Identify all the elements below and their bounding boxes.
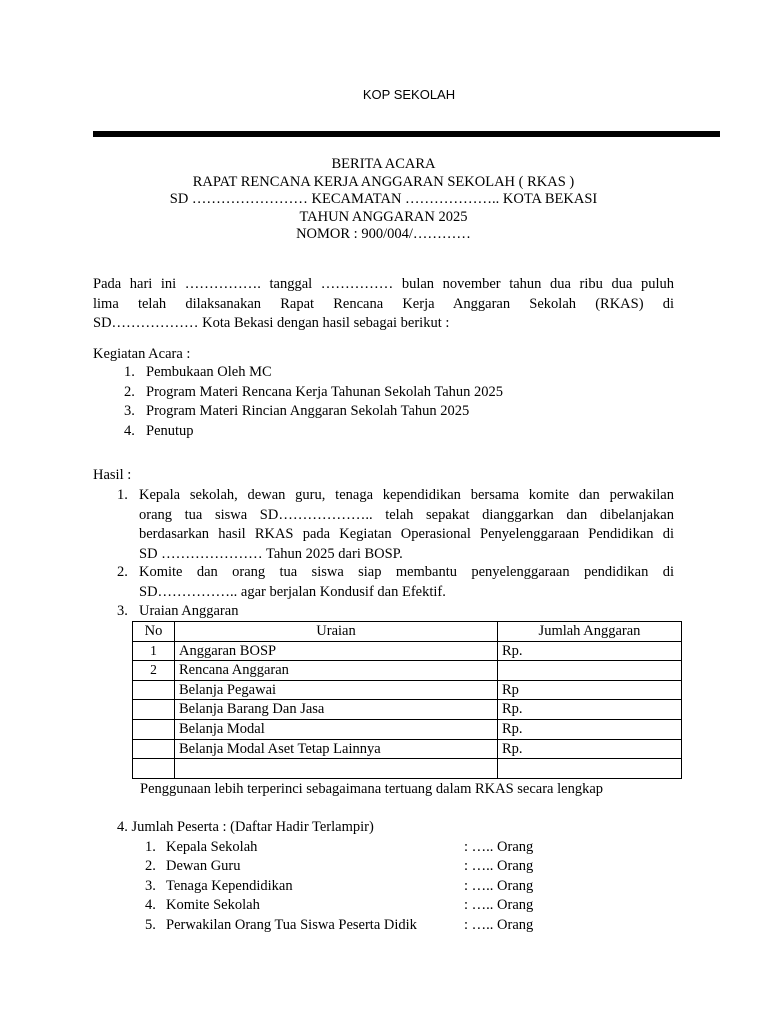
cell-no	[133, 719, 175, 739]
hasil-1-line-1: Kepala sekolah, dewan guru, tenaga kependidikan bersama komite dan perwakilan	[139, 487, 674, 503]
cell-uraian: Belanja Modal	[175, 719, 498, 739]
peserta-value: : ….. Orang	[464, 897, 534, 914]
cell-no: 1	[133, 641, 175, 661]
item-number: 3.	[117, 603, 128, 619]
peserta-label: Kepala Sekolah	[166, 839, 258, 855]
table-row	[133, 759, 682, 779]
peserta-label: Tenaga Kependidikan	[166, 877, 293, 894]
hasil-1-line-3: berdasarkan hasil RKAS pada Kegiatan Operasional Penyelenggaraan Pendidikan di	[139, 526, 674, 543]
budget-table	[132, 621, 682, 779]
peserta-label: Perwakilan Orang Tua Siswa Peserta Didik	[166, 916, 417, 933]
list-item	[124, 402, 503, 422]
hasil-item-2	[117, 563, 674, 602]
item-number: 3.	[124, 403, 135, 420]
title-line-3: SD …………………… KECAMATAN ……………….. KOTA BEKASI	[169, 191, 598, 207]
cell-no	[133, 680, 175, 700]
peserta-list	[145, 838, 565, 935]
item-number: 3.	[145, 877, 156, 894]
header-uraian: Uraian	[175, 622, 498, 642]
hasil-1-line-4: SD ………………… Tahun 2025 dari BOSP.	[139, 545, 403, 562]
kegiatan-heading: Kegiatan Acara :	[93, 346, 191, 362]
peserta-heading: 4. Jumlah Peserta : (Daftar Hadir Terlampir)	[117, 819, 374, 835]
intro-line-3: SD……………… Kota Bekasi dengan hasil sebagai berikut :	[93, 315, 450, 332]
table-row	[133, 661, 682, 681]
peserta-value: : ….. Orang	[464, 858, 534, 875]
item-number: 2.	[117, 564, 128, 580]
hasil-1-line-2: orang tua siswa SD……………….. telah sepakat dianggarkan dan dibelanjakan	[139, 506, 674, 523]
cell-uraian: Belanja Barang Dan Jasa	[175, 700, 498, 720]
item-text: Pembukaan Oleh MC	[146, 364, 272, 380]
kop-sekolah: KOP SEKOLAH	[362, 87, 456, 102]
header-rule	[93, 131, 720, 137]
list-item	[124, 422, 503, 442]
title-line-2: RAPAT RENCANA KERJA ANGGARAN SEKOLAH ( RKAS )	[192, 173, 575, 190]
hasil-3-text: Uraian Anggaran	[139, 603, 239, 619]
table-row	[133, 641, 682, 661]
peserta-label: Dewan Guru	[166, 858, 241, 875]
title-line-1: BERITA ACARA	[331, 156, 436, 172]
list-item	[124, 363, 503, 383]
table-row	[133, 719, 682, 739]
item-text: Program Materi Rencana Kerja Tahunan Sekolah Tahun 2025	[146, 383, 504, 400]
title-line-4: TAHUN ANGGARAN 2025	[299, 208, 468, 225]
cell-jumlah	[498, 661, 682, 681]
cell-uraian: Belanja Pegawai	[175, 680, 498, 700]
header-jumlah: Jumlah Anggaran	[498, 622, 682, 642]
intro-paragraph	[93, 275, 674, 334]
item-number: 1.	[145, 839, 156, 855]
list-item	[145, 916, 565, 935]
cell-no: 2	[133, 661, 175, 681]
intro-line-1: Pada hari ini ……………. tanggal …………… bulan november tahun dua ribu dua puluh	[93, 276, 674, 292]
item-number: 2.	[124, 383, 135, 400]
hasil-2-line-2: SD…………….. agar berjalan Kondusif dan Efektif.	[139, 583, 446, 600]
peserta-value: : ….. Orang	[464, 877, 534, 894]
list-item	[145, 838, 565, 857]
cell-no	[133, 739, 175, 759]
header-no: No	[133, 622, 175, 642]
cell-uraian: Belanja Modal Aset Tetap Lainnya	[175, 739, 498, 759]
intro-line-2: lima telah dilaksanakan Rapat Rencana Kerja Anggaran Sekolah (RKAS) di	[93, 295, 674, 312]
item-number: 4.	[124, 422, 135, 439]
item-number: 2.	[145, 858, 156, 875]
table-row	[133, 739, 682, 759]
table-header-row	[133, 622, 682, 642]
list-item	[145, 896, 565, 915]
title-line-5: NOMOR : 900/004/…………	[296, 226, 471, 242]
item-text: Penutup	[146, 422, 194, 439]
document-title	[93, 156, 674, 244]
cell-jumlah	[498, 759, 682, 779]
kegiatan-list	[124, 363, 503, 441]
peserta-label: Komite Sekolah	[166, 897, 260, 914]
list-item	[145, 857, 565, 876]
cell-uraian	[175, 759, 498, 779]
item-number: 1.	[117, 487, 128, 503]
table-row	[133, 700, 682, 720]
list-item	[145, 877, 565, 896]
cell-no	[133, 759, 175, 779]
budget-note: Penggunaan lebih terperinci sebagaimana tertuang dalam RKAS secara lengkap	[140, 781, 604, 797]
hasil-item-3	[117, 602, 674, 622]
hasil-2-line-1: Komite dan orang tua siswa siap membantu penyelenggaraan pendidikan di	[139, 564, 674, 580]
item-number: 5.	[145, 916, 156, 933]
cell-jumlah: Rp.	[498, 719, 682, 739]
cell-uraian: Rencana Anggaran	[175, 661, 498, 681]
table-row	[133, 680, 682, 700]
cell-jumlah: Rp.	[498, 739, 682, 759]
cell-jumlah: Rp	[498, 680, 682, 700]
item-text: Program Materi Rincian Anggaran Sekolah Tahun 2025	[146, 403, 470, 420]
cell-jumlah: Rp.	[498, 641, 682, 661]
cell-uraian: Anggaran BOSP	[175, 641, 498, 661]
cell-no	[133, 700, 175, 720]
list-item	[124, 383, 503, 403]
item-number: 1.	[124, 364, 135, 380]
hasil-heading: Hasil :	[93, 467, 132, 483]
item-number: 4.	[145, 897, 156, 914]
peserta-value: : ….. Orang	[464, 839, 534, 855]
cell-jumlah: Rp.	[498, 700, 682, 720]
peserta-value: : ….. Orang	[464, 916, 534, 933]
hasil-item-1	[117, 486, 674, 564]
